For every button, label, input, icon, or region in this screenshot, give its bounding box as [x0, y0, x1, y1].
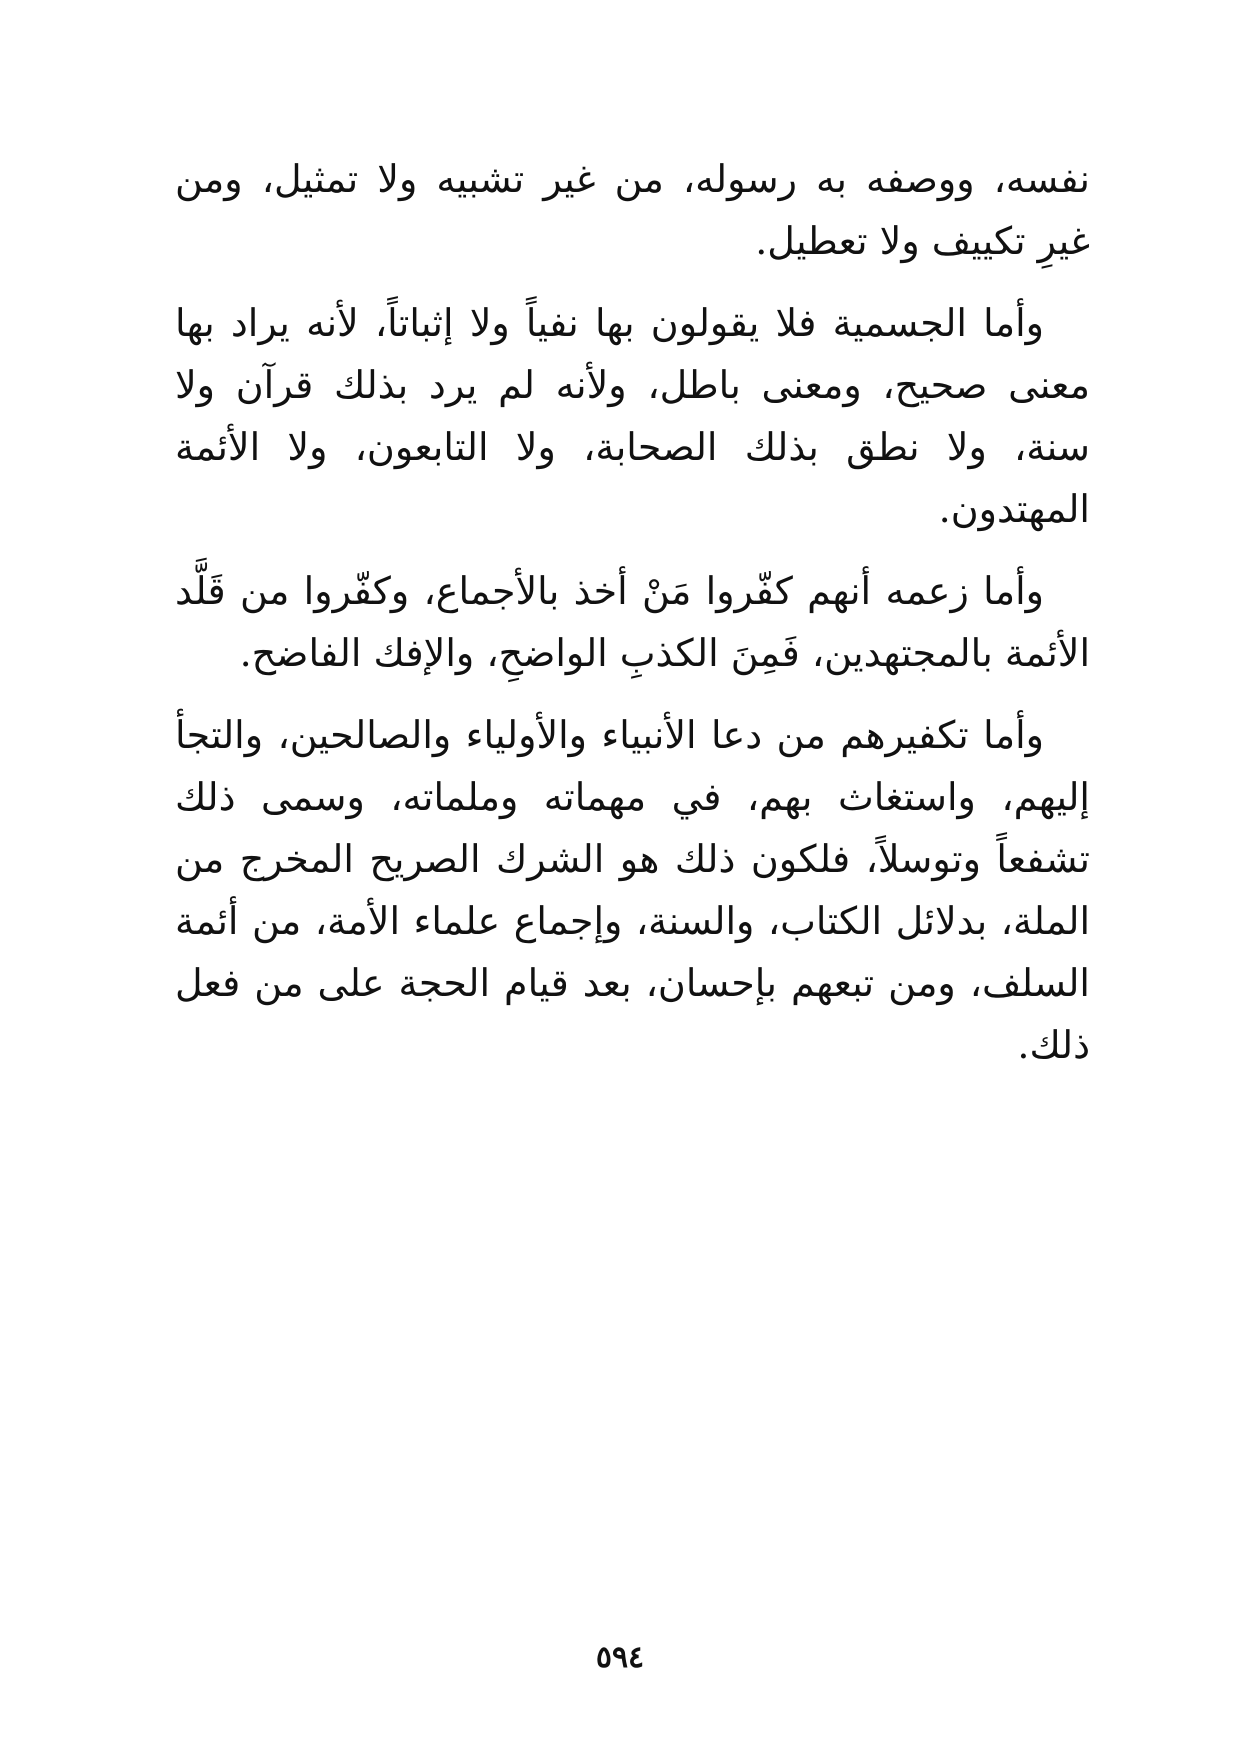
paragraph-1: نفسه، ووصفه به رسوله، من غير تشبيه ولا تمثيل، ومن غيرِ تكييف ولا تعطيل.	[175, 157, 1090, 263]
paragraph-2: وأما الجسمية فلا يقولون بها نفياً ولا إثباتاً، لأنه يراد بها معنى صحيح، ومعنى باطل، ولأنه لم يرد بذلك قرآن ولا سنة، ولا نطق بذلك الصحابة، ولا التابعون، ولا الأئمة المهتدون.	[175, 301, 1090, 531]
page-number: ٥٩٤	[595, 1640, 645, 1675]
body-text	[175, 148, 1090, 1096]
paragraph-3: وأما زعمه أنهم كفّروا مَنْ أخذ بالأجماع، وكفّروا من قَلَّد الأئمة بالمجتهدين، فَمِنَ الكذبِ الواضحِ، والإفك الفاضح.	[175, 569, 1090, 675]
paragraph-4: وأما تكفيرهم من دعا الأنبياء والأولياء والصالحين، والتجأ إليهم، واستغاث بهم، في مهماته وملماته، وسمى ذلك تشفعاً وتوسلاً، فلكون ذلك هو الشرك الصريح المخرج من الملة، بدلائل الكتاب، والسنة، وإجماع علماء الأمة، من أئمة السلف، ومن تبعهم بإحسان، بعد قيام الحجة على من فعل ذلك.	[175, 713, 1090, 1067]
